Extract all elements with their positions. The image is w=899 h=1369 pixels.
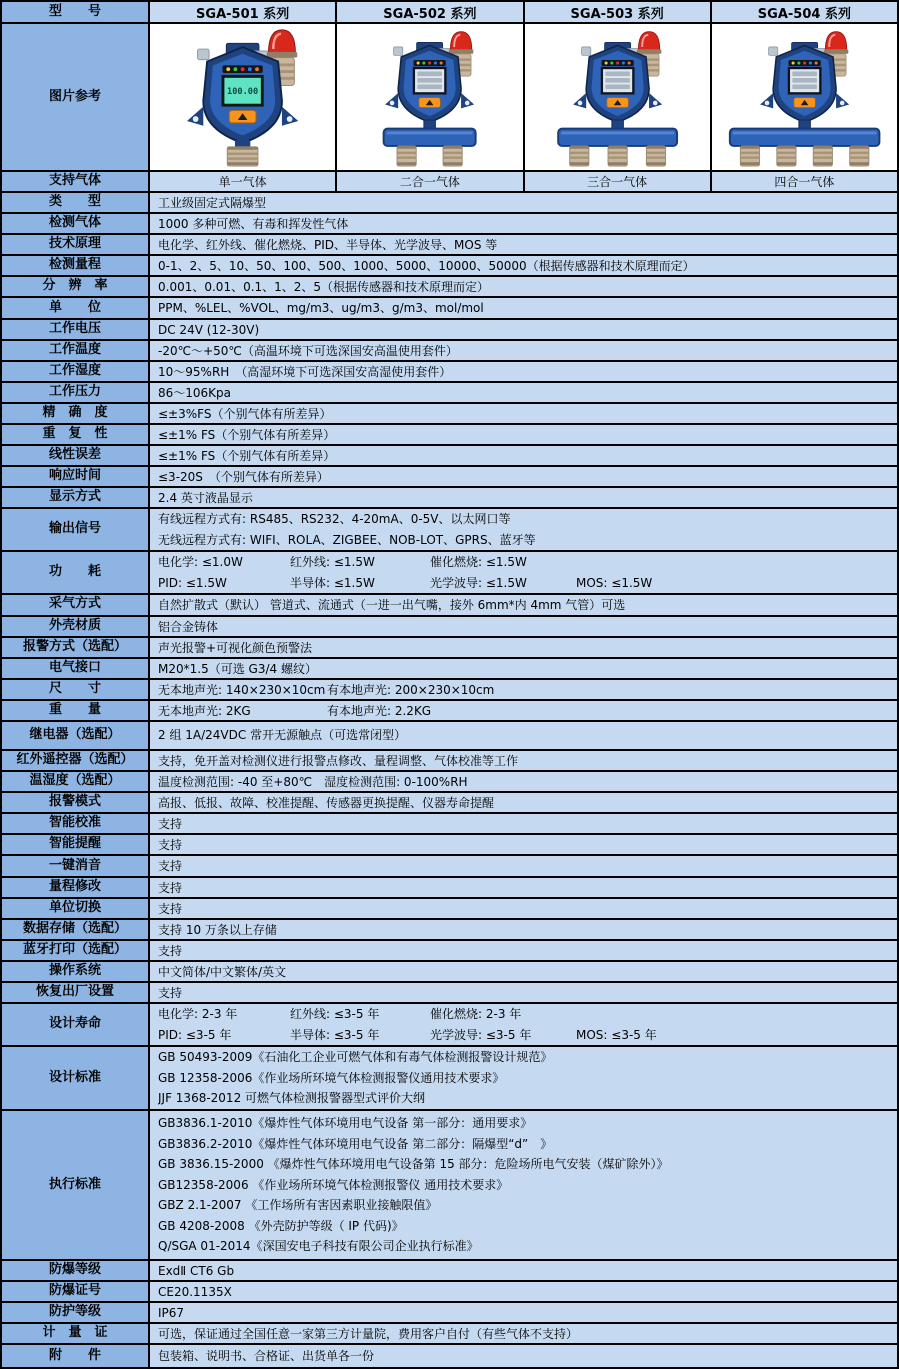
spec-row (2, 659, 897, 680)
spec-line (158, 1025, 889, 1046)
gas-type-cell: 四合一气体 (712, 172, 897, 191)
spec-value (150, 638, 897, 657)
spec-value (150, 1261, 897, 1280)
row-label: 智能校准 (2, 814, 150, 833)
spec-line: 支持 (158, 986, 183, 1000)
spec-value (150, 962, 897, 981)
row-label: 恢复出厂设置 (2, 983, 150, 1002)
row-label: 蓝牙打印（选配） (2, 941, 150, 960)
spec-value (150, 298, 897, 317)
spec-line: GB 4208-2008 《外壳防护等级（ IP 代码)》 (158, 1218, 404, 1233)
row-label: 防爆等级 (2, 1261, 150, 1280)
spec-row (2, 983, 897, 1004)
spec-value-part: PID: ≤3-5 年 (158, 1027, 232, 1042)
device-image-cell (712, 24, 897, 170)
spec-value-part: MOS: ≤1.5W (576, 575, 653, 590)
spec-value (150, 899, 897, 918)
spec-value (150, 509, 897, 550)
spec-row (2, 552, 897, 595)
spec-row (2, 488, 897, 509)
spec-line (158, 573, 889, 594)
device-image-cells (150, 24, 897, 170)
spec-value (150, 680, 897, 699)
spec-row (2, 962, 897, 983)
spec-row (2, 1282, 897, 1303)
spec-line: 铝合金铸体 (158, 619, 219, 634)
spec-line: 支持 (158, 859, 183, 874)
spec-line: GB12358-2006 《作业场所环境气体检测报警仪 通用技术要求》 (158, 1177, 509, 1192)
spec-line: ExdⅡ CT6 Gb (158, 1264, 235, 1279)
row-label: 显示方式 (2, 488, 150, 507)
spec-row (2, 1303, 897, 1324)
spec-row (2, 595, 897, 616)
spec-value-part: 光学波导: ≤1.5W (430, 575, 527, 590)
spec-line: GB 3836.15-2000 《爆炸性气体环境用电气设备第 15 部分：危险场所电气安装（煤矿除外）》 (158, 1157, 669, 1172)
row-label: 防爆证号 (2, 1282, 150, 1301)
row-label: 单位切换 (2, 899, 150, 918)
row-label: 精 确 度 (2, 404, 150, 423)
spec-line: GB3836.2-2010《爆炸性气体环境用电气设备 第二部分：隔爆型“d” 》 (158, 1136, 553, 1151)
spec-value (150, 256, 897, 275)
spec-value (150, 341, 897, 360)
spec-value (150, 1282, 897, 1301)
spec-line: 2 组 1A/24VDC 常开无源触点（可选常闭型） (158, 728, 407, 743)
spec-line: 支持 10 万条以上存储 (158, 922, 277, 937)
spec-line: M20*1.5（可选 G3/4 螺纹） (158, 661, 317, 676)
spec-line: PPM、%LEL、%VOL、mg/m3、ug/m3、g/m3、mol/mol (158, 301, 484, 316)
spec-value-part: 半导体: ≤3-5 年 (290, 1027, 380, 1042)
row-label: 输出信号 (2, 509, 150, 550)
spec-line: 可选，保证通过全国任意一家第三方计量院，费用客户自付（有些气体不支持） (158, 1327, 579, 1342)
spec-line: ≤3-20S （个别气体有所差异） (158, 470, 329, 485)
spec-value (150, 856, 897, 875)
spec-line: Q/SGA 01-2014《深国安电子科技有限公司企业执行标准》 (158, 1239, 479, 1254)
row-label: 技术原理 (2, 235, 150, 254)
row-label: 报警方式（选配） (2, 638, 150, 657)
row-label: 重 复 性 (2, 425, 150, 444)
spec-row (2, 341, 897, 362)
device-illustration (712, 27, 897, 167)
spec-line: JJF 1368-2012 可燃气体检测报警器型式评价大纲 (158, 1091, 426, 1106)
spec-line: 高报、低报、故障、校准提醒、传感器更换提醒、仪器寿命提醒 (158, 796, 495, 811)
spec-line: 支持 (158, 943, 183, 958)
spec-value (150, 772, 897, 791)
model-header-cell: SGA-501 系列 (150, 2, 337, 22)
spec-row (2, 193, 897, 214)
spec-value (150, 425, 897, 444)
spec-line: 10～95%RH （高湿环境下可选深国安高湿使用套件） (158, 364, 452, 379)
spec-line: 0-1、2、5、10、50、100、500、1000、5000、10000、50000（根据传感器和技术原理而定） (158, 259, 695, 274)
spec-line: GB 12358-2006《作业场所环境气体检测报警仪通用技术要求》 (158, 1070, 505, 1085)
spec-line: CE20.1135X (158, 1285, 232, 1300)
spec-line: 支持 (158, 880, 183, 895)
row-label: 线性误差 (2, 446, 150, 465)
spec-row (2, 1047, 897, 1111)
spec-value (150, 814, 897, 833)
spec-row (2, 1324, 897, 1345)
spec-value (150, 1324, 897, 1343)
row-label: 量程修改 (2, 878, 150, 897)
spec-row (2, 617, 897, 638)
spec-line: 支持 (158, 817, 183, 832)
model-header-row (2, 2, 897, 24)
spec-value-part: 有本地声光: 2.2KG (327, 703, 432, 718)
device-illustration (525, 27, 710, 167)
spec-value (150, 983, 897, 1002)
spec-line: 支持，免开盖对检测仪进行报警点修改、量程调整、气体校准等工作 (158, 753, 519, 768)
spec-value-part: MOS: ≤3-5 年 (576, 1027, 657, 1042)
spec-value-part: 催化燃烧: ≤1.5W (430, 555, 527, 570)
spec-row (2, 793, 897, 814)
gas-type-cell: 二合一气体 (337, 172, 524, 191)
spec-row (2, 899, 897, 920)
spec-value (150, 1345, 897, 1366)
gas-support-cells (150, 172, 897, 191)
spec-line: ≤±1% FS（个别气体有所差异） (158, 428, 336, 443)
spec-row (2, 362, 897, 383)
spec-line: 1000 多种可燃、有毒和挥发性气体 (158, 217, 349, 232)
spec-value-part: 红外线: ≤1.5W (290, 555, 375, 570)
spec-line: 0.001、0.01、0.1、1、2、5（根据传感器和技术原理而定） (158, 280, 490, 295)
spec-value-part: 红外线: ≤3-5 年 (290, 1007, 380, 1022)
spec-row (2, 214, 897, 235)
row-label: 设计寿命 (2, 1004, 150, 1045)
spec-line: DC 24V (12-30V) (158, 322, 260, 337)
device-illustration (150, 27, 335, 167)
row-label: 红外遥控器（选配） (2, 751, 150, 770)
row-label: 防护等级 (2, 1303, 150, 1322)
spec-row (2, 878, 897, 899)
spec-value (150, 277, 897, 296)
spec-line: 声光报警+可视化颜色预警法 (158, 640, 313, 655)
row-label: 单 位 (2, 298, 150, 317)
spec-row (2, 1004, 897, 1047)
spec-value-part: 有本地声光: 200×230×10cm (327, 682, 495, 697)
spec-line: GB3836.1-2010《爆炸性气体环境用电气设备 第一部分：通用要求》 (158, 1116, 533, 1131)
row-label: 工作压力 (2, 383, 150, 402)
spec-row (2, 320, 897, 341)
spec-value (150, 214, 897, 233)
row-label: 类 型 (2, 193, 150, 212)
spec-line: 有线远程方式有: RS485、RS232、4-20mA、0-5V、以太网口等 (158, 512, 511, 527)
gas-type-cell: 三合一气体 (525, 172, 712, 191)
spec-value (150, 467, 897, 486)
spec-row (2, 722, 897, 751)
row-label: 重 量 (2, 701, 150, 720)
spec-line: 包装箱、说明书、合格证、出货单各一份 (158, 1348, 375, 1363)
spec-value (150, 1047, 897, 1109)
row-label: 温湿度（选配） (2, 772, 150, 791)
spec-row (2, 383, 897, 404)
spec-row (2, 1345, 897, 1366)
spec-row (2, 856, 897, 877)
gas-support-row (2, 172, 897, 193)
spec-value (150, 362, 897, 381)
row-label: 设计标准 (2, 1047, 150, 1109)
row-label: 尺 寸 (2, 680, 150, 699)
spec-line: GBZ 2.1-2007 《工作场所有害因素职业接触限值》 (158, 1198, 438, 1213)
spec-value (150, 193, 897, 212)
spec-row (2, 509, 897, 552)
spec-row (2, 404, 897, 425)
row-label: 计 量 证 (2, 1324, 150, 1343)
device-image-row (2, 24, 897, 172)
spec-line: 无线远程方式有: WIFI、ROLA、ZIGBEE、NOB-LOT、GPRS、蓝牙等 (158, 532, 536, 547)
spec-row (2, 814, 897, 835)
spec-row (2, 638, 897, 659)
spec-line (158, 1004, 889, 1025)
spec-row (2, 835, 897, 856)
spec-line: 自然扩散式（默认） 管道式、流通式（一进一出气嘴，接外 6mm*内 4mm 气管）可选 (158, 598, 626, 613)
spec-value (150, 941, 897, 960)
spec-line: 86～106Kpa (158, 385, 232, 400)
spec-value (150, 701, 897, 720)
spec-value-part: 无本地声光: 140×230×10cm (158, 682, 326, 697)
spec-value (150, 1303, 897, 1322)
spec-value (150, 1111, 897, 1259)
spec-line: 工业级固定式隔爆型 (158, 196, 267, 210)
row-label-gas: 支持气体 (2, 172, 150, 191)
spec-line (158, 680, 889, 699)
spec-row (2, 277, 897, 298)
spec-line (158, 552, 889, 573)
row-label: 电气接口 (2, 659, 150, 678)
device-image-cell (150, 24, 337, 170)
spec-row (2, 941, 897, 962)
spec-value-part: 电化学: 2-3 年 (158, 1007, 238, 1022)
spec-value (150, 404, 897, 423)
spec-row (2, 680, 897, 701)
row-label: 检测量程 (2, 256, 150, 275)
row-label: 工作湿度 (2, 362, 150, 381)
spec-value (150, 878, 897, 897)
spec-row (2, 772, 897, 793)
row-label: 报警模式 (2, 793, 150, 812)
spec-value (150, 383, 897, 402)
spec-row (2, 298, 897, 319)
spec-value (150, 446, 897, 465)
spec-value (150, 751, 897, 770)
spec-value (150, 793, 897, 812)
spec-row (2, 1261, 897, 1282)
spec-row (2, 467, 897, 488)
spec-line: ≤±3%FS（个别气体有所差异） (158, 406, 332, 421)
model-header-cells (150, 2, 897, 22)
spec-row (2, 256, 897, 277)
device-image-cell (525, 24, 712, 170)
spec-line: IP67 (158, 1306, 185, 1321)
spec-line: 温度检测范围: -40 至+80℃ 湿度检测范围: 0-100%RH (158, 775, 468, 790)
row-label: 智能提醒 (2, 835, 150, 854)
spec-row (2, 425, 897, 446)
row-label: 工作电压 (2, 320, 150, 339)
spec-value-part: PID: ≤1.5W (158, 575, 227, 590)
row-label-images: 图片参考 (2, 24, 150, 170)
spec-row (2, 1111, 897, 1261)
row-label: 附 件 (2, 1345, 150, 1366)
spec-value (150, 235, 897, 254)
spec-value (150, 920, 897, 939)
spec-value (150, 552, 897, 593)
spec-line (158, 701, 889, 720)
spec-line: 电化学、红外线、催化燃烧、PID、半导体、光学波导、MOS 等 (158, 238, 498, 253)
spec-value (150, 722, 897, 749)
spec-line: 中文简体/中文繁体/英文 (158, 964, 287, 979)
spec-line: -20℃～+50℃（高温环境下可选深国安高温使用套件） (158, 343, 458, 358)
svg-text:100.00: 100.00 (227, 87, 259, 98)
device-illustration (337, 27, 522, 167)
row-label: 操作系统 (2, 962, 150, 981)
spec-row (2, 701, 897, 722)
spec-value-part: 半导体: ≤1.5W (290, 575, 375, 590)
spec-value (150, 617, 897, 636)
row-label: 功 耗 (2, 552, 150, 593)
model-header-cell: SGA-502 系列 (337, 2, 524, 22)
spec-value (150, 1004, 897, 1045)
spec-line: 2.4 英寸液晶显示 (158, 491, 253, 506)
model-header-cell: SGA-503 系列 (525, 2, 712, 22)
row-label: 采气方式 (2, 595, 150, 614)
spec-row (2, 751, 897, 772)
row-label: 一键消音 (2, 856, 150, 875)
spec-value (150, 595, 897, 614)
spec-value (150, 835, 897, 854)
spec-row (2, 235, 897, 256)
row-label: 检测气体 (2, 214, 150, 233)
row-label: 工作温度 (2, 341, 150, 360)
spec-line: 支持 (158, 838, 183, 853)
device-image-cell (337, 24, 524, 170)
row-label: 分 辨 率 (2, 277, 150, 296)
spec-value-part: 无本地声光: 2KG (158, 703, 251, 718)
spec-row (2, 920, 897, 941)
spec-value-part: 光学波导: ≤3-5 年 (430, 1027, 532, 1042)
spec-value (150, 320, 897, 339)
spec-value-part: 催化燃烧: 2-3 年 (430, 1007, 522, 1022)
spec-line: GB 50493-2009《石油化工企业可燃气体和有毒气体检测报警设计规范》 (158, 1050, 553, 1065)
spec-value (150, 488, 897, 507)
row-label: 数据存储（选配） (2, 920, 150, 939)
row-label: 执行标准 (2, 1111, 150, 1259)
gas-type-cell: 单一气体 (150, 172, 337, 191)
row-label: 响应时间 (2, 467, 150, 486)
spec-value-part: 电化学: ≤1.0W (158, 555, 243, 570)
spec-row (2, 446, 897, 467)
row-label: 外壳材质 (2, 617, 150, 636)
row-label: 继电器（选配） (2, 722, 150, 749)
spec-value (150, 659, 897, 678)
model-header-cell: SGA-504 系列 (712, 2, 897, 22)
row-label-model: 型 号 (2, 2, 150, 22)
spec-line: 支持 (158, 901, 183, 916)
spec-line: ≤±1% FS（个别气体有所差异） (158, 449, 336, 464)
